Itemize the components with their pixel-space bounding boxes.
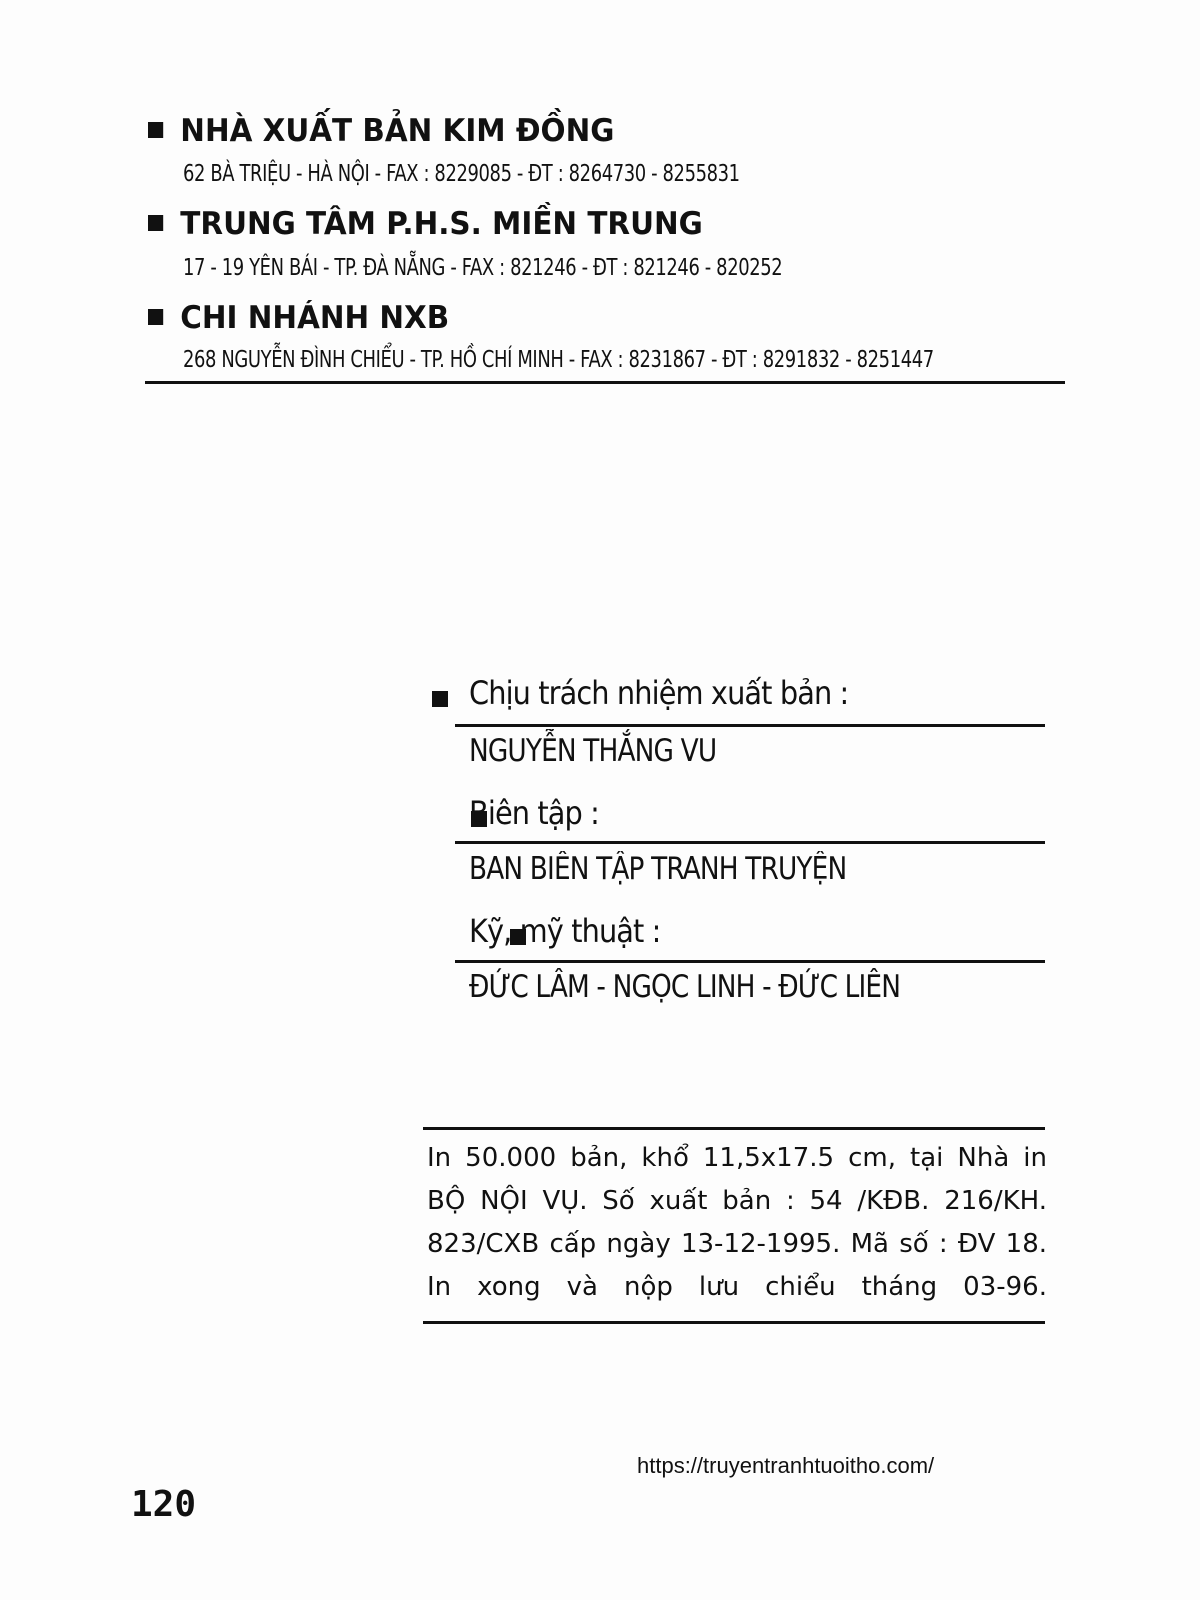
imprint-line: 823/CXB cấp ngày 13-12-1995. Mã số : ĐV 18.	[427, 1229, 1047, 1259]
imprint-line: In xong và nộp lưu chiểu tháng 03-96.	[427, 1272, 1047, 1302]
divider	[455, 960, 1045, 963]
credit-label: Biên tập :	[469, 794, 599, 832]
credit-label: Chịu trách nhiệm xuất bản :	[469, 674, 849, 712]
bullet-icon	[432, 691, 448, 707]
publisher-address: 268 NGUYỄN ĐÌNH CHIỂU - TP. HỒ CHÍ MINH - FAX : 8231867 - ĐT : 8291832 - 8251447	[183, 347, 934, 373]
credit-value: NGUYỄN THẮNG VU	[469, 733, 717, 769]
publisher-name	[148, 113, 614, 149]
divider	[145, 381, 1065, 384]
imprint-line: In 50.000 bản, khổ 11,5x17.5 cm, tại Nhà in	[427, 1143, 1047, 1173]
page-number: 120	[131, 1484, 197, 1525]
publisher-name	[148, 206, 703, 242]
bullet-icon	[148, 309, 163, 325]
publisher-address: 62 BÀ TRIỆU - HÀ NỘI - FAX : 8229085 - ĐT : 8264730 - 8255831	[183, 161, 740, 187]
bullet-icon	[148, 215, 163, 231]
publisher-name-text: NHÀ XUẤT BẢN KIM ĐỒNG	[180, 113, 615, 149]
credit-value: BAN BIÊN TẬP TRANH TRUYỆN	[469, 851, 847, 887]
publisher-name-text: TRUNG TÂM P.H.S. MIỀN TRUNG	[180, 206, 703, 242]
imprint-line: BỘ NỘI VỤ. Số xuất bản : 54 /KĐB. 216/KH.	[427, 1186, 1047, 1216]
bullet-icon	[148, 122, 163, 138]
divider	[455, 841, 1045, 844]
publisher-name-text: CHI NHÁNH NXB	[180, 300, 450, 336]
source-url: https://truyentranhtuoitho.com/	[637, 1453, 935, 1478]
credit-label: Kỹ, mỹ thuật :	[469, 912, 661, 950]
divider	[423, 1321, 1045, 1324]
divider	[423, 1127, 1045, 1130]
publisher-name	[148, 300, 449, 336]
credit-value: ĐỨC LÂM - NGỌC LINH - ĐỨC LIÊN	[469, 969, 901, 1005]
publisher-address: 17 - 19 YÊN BÁI - TP. ĐÀ NẴNG - FAX : 821246 - ĐT : 821246 - 820252	[183, 255, 783, 281]
divider	[455, 724, 1045, 727]
